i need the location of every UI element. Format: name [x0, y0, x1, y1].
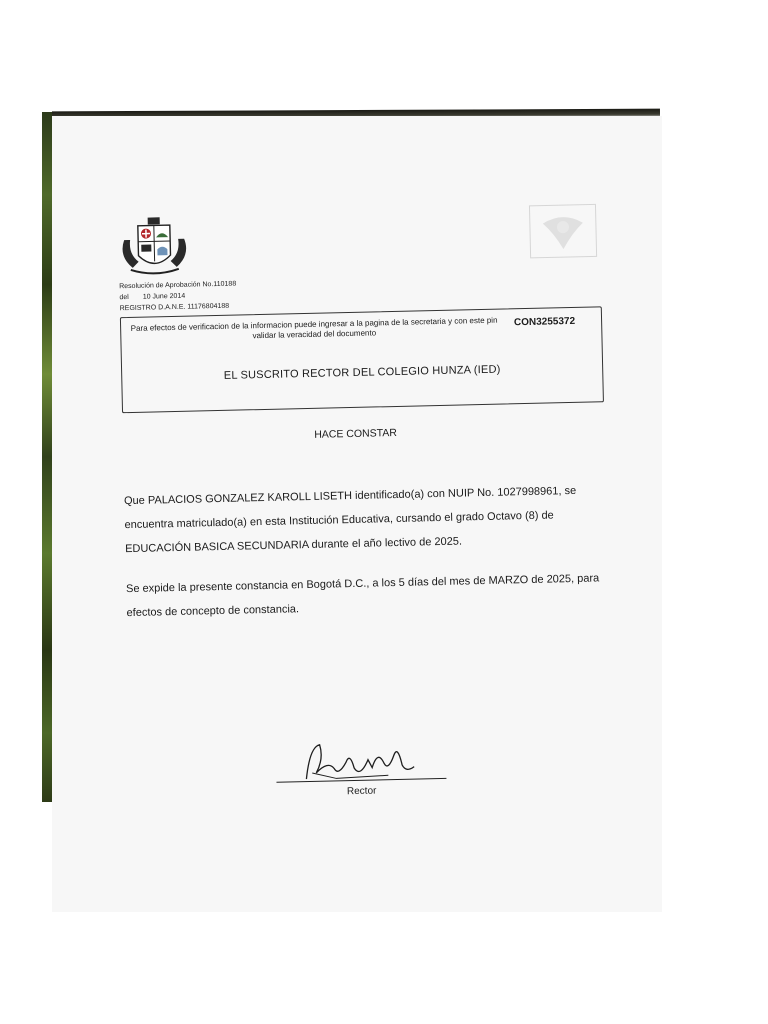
- document-page: [52, 116, 662, 912]
- date-label: del: [119, 294, 129, 302]
- document-metadata: [119, 279, 237, 315]
- date-value: 10 June 2014: [142, 292, 186, 301]
- verification-text: Para efectos de verificacion de la informacion puede ingresar a la pagina de la secretaria y con este pin validar la veracidad del documento: [130, 315, 498, 341]
- verification-box: [120, 306, 604, 413]
- resolution-line: Resolución de Aprobación No.110188: [119, 280, 237, 291]
- school-crest-icon: [116, 215, 193, 279]
- issuance-paragraph: Se expide la presente constancia en Bogotá D.C., a los 5 días del mes de MARZO de 2025, para efectos de concepto de constancia.: [125, 572, 600, 620]
- enrollment-paragraph: Que PALACIOS GONZALEZ KAROLL LISETH identificado(a) con NUIP No. 1027998961, se encuentra matriculado(a) en esta Institución Educativa, cursando el grado Octavo (8) de EDUCACIÓN BASICA SECUNDARIA durante el año lectivo de 2025.: [123, 484, 577, 556]
- document-title: EL SUSCRITO RECTOR DEL COLEGIO HUNZA (IED): [223, 363, 501, 382]
- signer-role: Rector: [346, 785, 377, 798]
- verification-code: CON3255372: [513, 315, 576, 329]
- document-heading: HACE CONSTAR: [314, 426, 398, 441]
- handwritten-signature: [276, 736, 447, 784]
- dane-line: REGISTRO D.A.N.E. 11176804188: [119, 302, 230, 313]
- national-seal-stamp-icon: [527, 202, 598, 260]
- signature-block: [276, 742, 448, 816]
